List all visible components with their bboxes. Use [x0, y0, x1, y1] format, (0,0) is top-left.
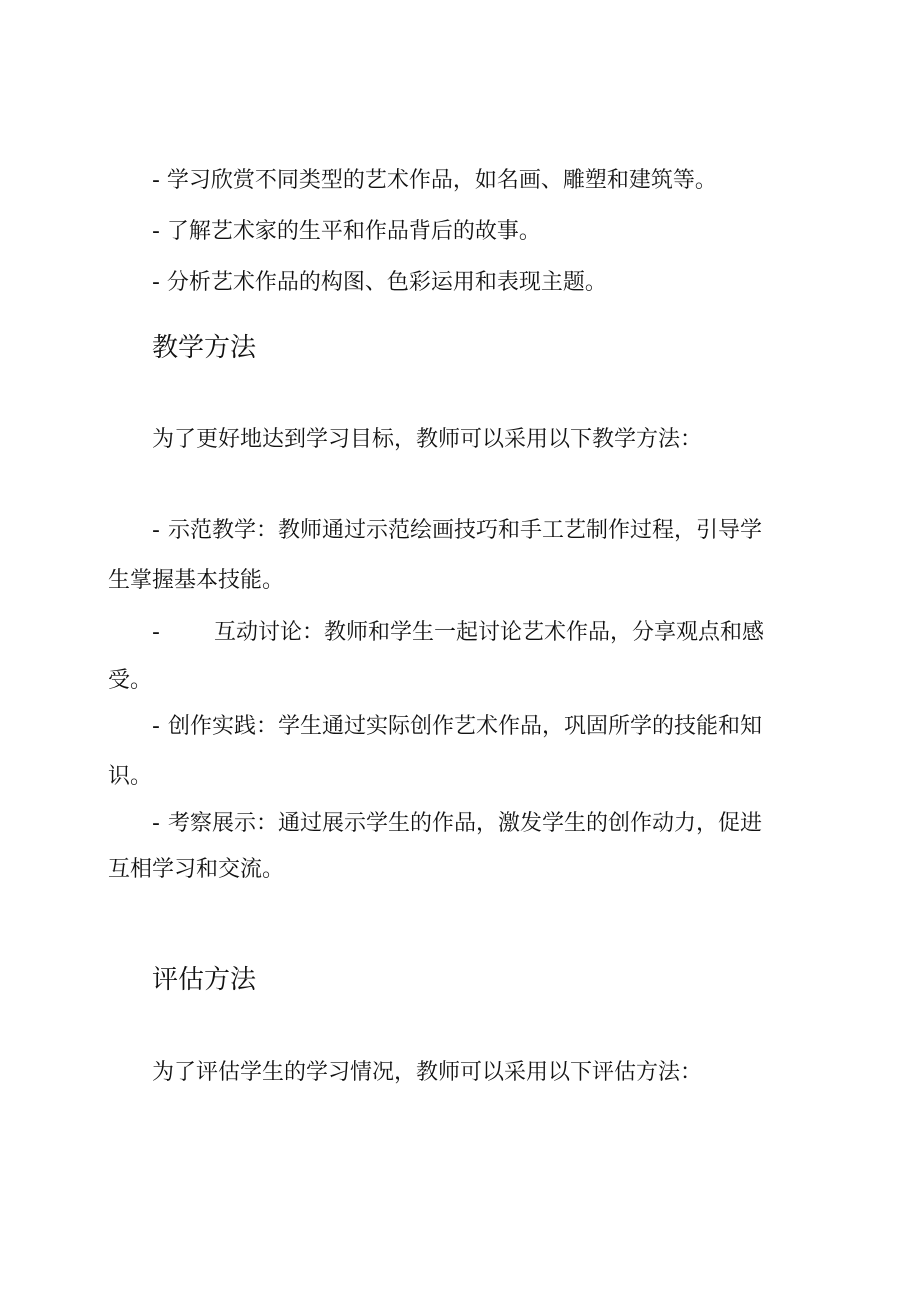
list-dash: - [152, 620, 160, 645]
list-item-text: 示范教学：教师通过示范绘画技巧和手工艺制作过程，引导学 [167, 518, 762, 543]
list-item-continuation: 互相学习和交流。 [108, 857, 285, 882]
list-item-line [152, 712, 762, 742]
list-item-text: 考察展示：通过展示学生的作品，激发学生的创作动力，促进 [167, 811, 762, 836]
list-item-text: 互动讨论：教师和学生一起讨论艺术作品，分享观点和感 [214, 620, 765, 645]
list-item-continuation: 受。 [108, 668, 153, 693]
list-dash: - [152, 811, 160, 836]
list-item-text: 创作实践：学生通过实际创作艺术作品，巩固所学的技能和知 [167, 714, 762, 739]
objective-item: - 了解艺术家的生平和作品背后的故事。 [152, 219, 541, 244]
list-item-line [152, 809, 762, 839]
list-dash: - [152, 518, 160, 543]
list-dash: - [152, 714, 160, 739]
list-item-continuation: 生掌握基本技能。 [108, 568, 285, 593]
assessment-methods-intro: 为了评估学生的学习情况，教师可以采用以下评估方法： [152, 1060, 703, 1085]
list-item-line [152, 618, 764, 648]
objective-item: - 学习欣赏不同类型的艺术作品，如名画、雕塑和建筑等。 [152, 168, 717, 193]
list-item-continuation: 识。 [108, 764, 153, 789]
list-item-line [152, 516, 762, 546]
teaching-methods-intro: 为了更好地达到学习目标，教师可以采用以下教学方法： [152, 427, 703, 452]
objective-item: - 分析艺术作品的构图、色彩运用和表现主题。 [152, 270, 607, 295]
section-heading-assessment-methods: 评估方法 [152, 965, 257, 995]
section-heading-teaching-methods: 教学方法 [152, 333, 257, 363]
